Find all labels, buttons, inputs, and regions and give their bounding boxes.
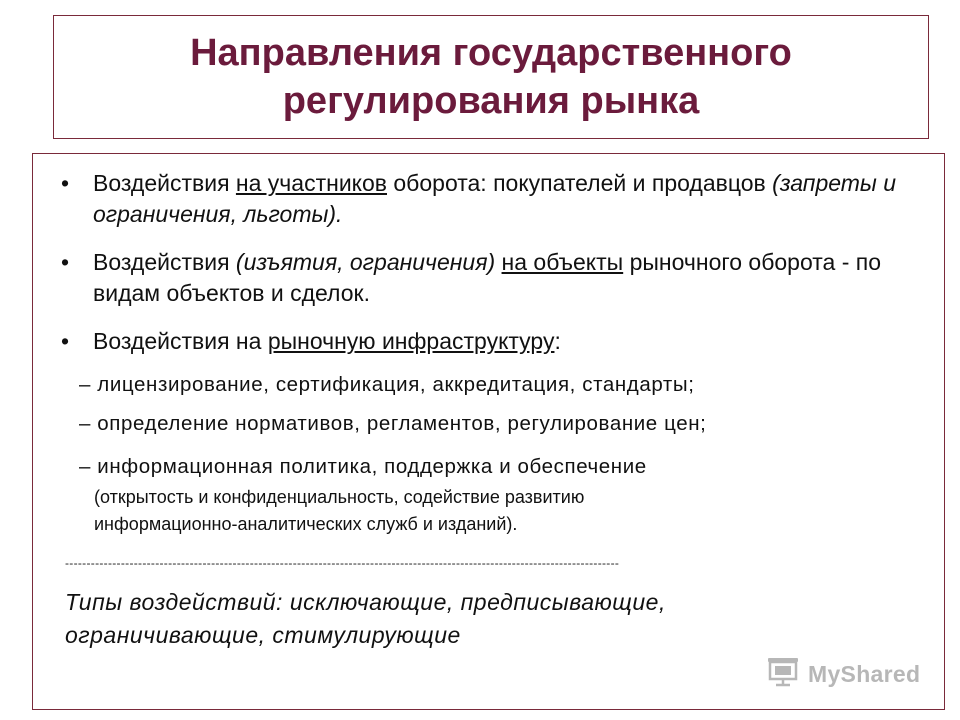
- bullet-text: Воздействия: [93, 249, 236, 275]
- sub-note-line-2: информационно-аналитических служб и изданий).: [94, 514, 518, 534]
- bullet-underlined: на объекты: [501, 249, 624, 275]
- bullet-objects: [61, 247, 921, 309]
- sub-note-line-1: (открытость и конфиденциальность, содействие развитию: [94, 487, 585, 507]
- bullet-underlined: рыночную инфраструктуру: [267, 328, 555, 354]
- sub-item-information: – информационная политика, поддержка и обеспечение: [79, 455, 647, 478]
- projector-screen-icon: [766, 657, 800, 692]
- watermark-logo: [766, 656, 920, 692]
- bullet-participants: [61, 168, 921, 230]
- bullet-text: :: [554, 328, 561, 354]
- types-of-impact: [65, 586, 925, 652]
- bullet-underlined: на участников: [235, 170, 387, 196]
- bullet-text: Воздействия: [93, 170, 236, 196]
- bullet-dot: •: [61, 249, 70, 275]
- bullet-text: оборота: покупателей и продавцов: [387, 170, 773, 196]
- bullet-dot: •: [61, 328, 70, 354]
- sub-note: [94, 484, 914, 538]
- types-line-1: Типы воздействий: исключающие, предписывающие,: [65, 589, 666, 615]
- bullet-text: рыночного оборота - по видам объектов и сделок.: [93, 249, 882, 306]
- content-box: [32, 153, 945, 710]
- types-line-2: ограничивающие, стимулирующие: [65, 622, 461, 648]
- bullet-dot: •: [61, 170, 70, 196]
- sub-item-norms: – определение нормативов, регламентов, регулирование цен;: [79, 412, 707, 435]
- slide-title: [190, 29, 792, 125]
- sub-item-licensing: – лицензирование, сертификация, аккредитация, стандарты;: [79, 373, 695, 396]
- title-box: [53, 15, 929, 139]
- title-line-1: Направления государственного: [190, 32, 792, 74]
- title-line-2: регулирования рынка: [282, 80, 700, 122]
- watermark-text: MyShared: [808, 660, 921, 687]
- bullet-text: Воздействия на: [93, 328, 268, 354]
- bullet-italic: (изъятия, ограничения): [235, 249, 496, 275]
- separator-line: ---------------------------------------------------------------------------------------------------------------------------------: [65, 556, 620, 570]
- bullet-infrastructure: [61, 326, 921, 357]
- bullet-italic: (запреты и ограничения, льготы).: [93, 170, 897, 227]
